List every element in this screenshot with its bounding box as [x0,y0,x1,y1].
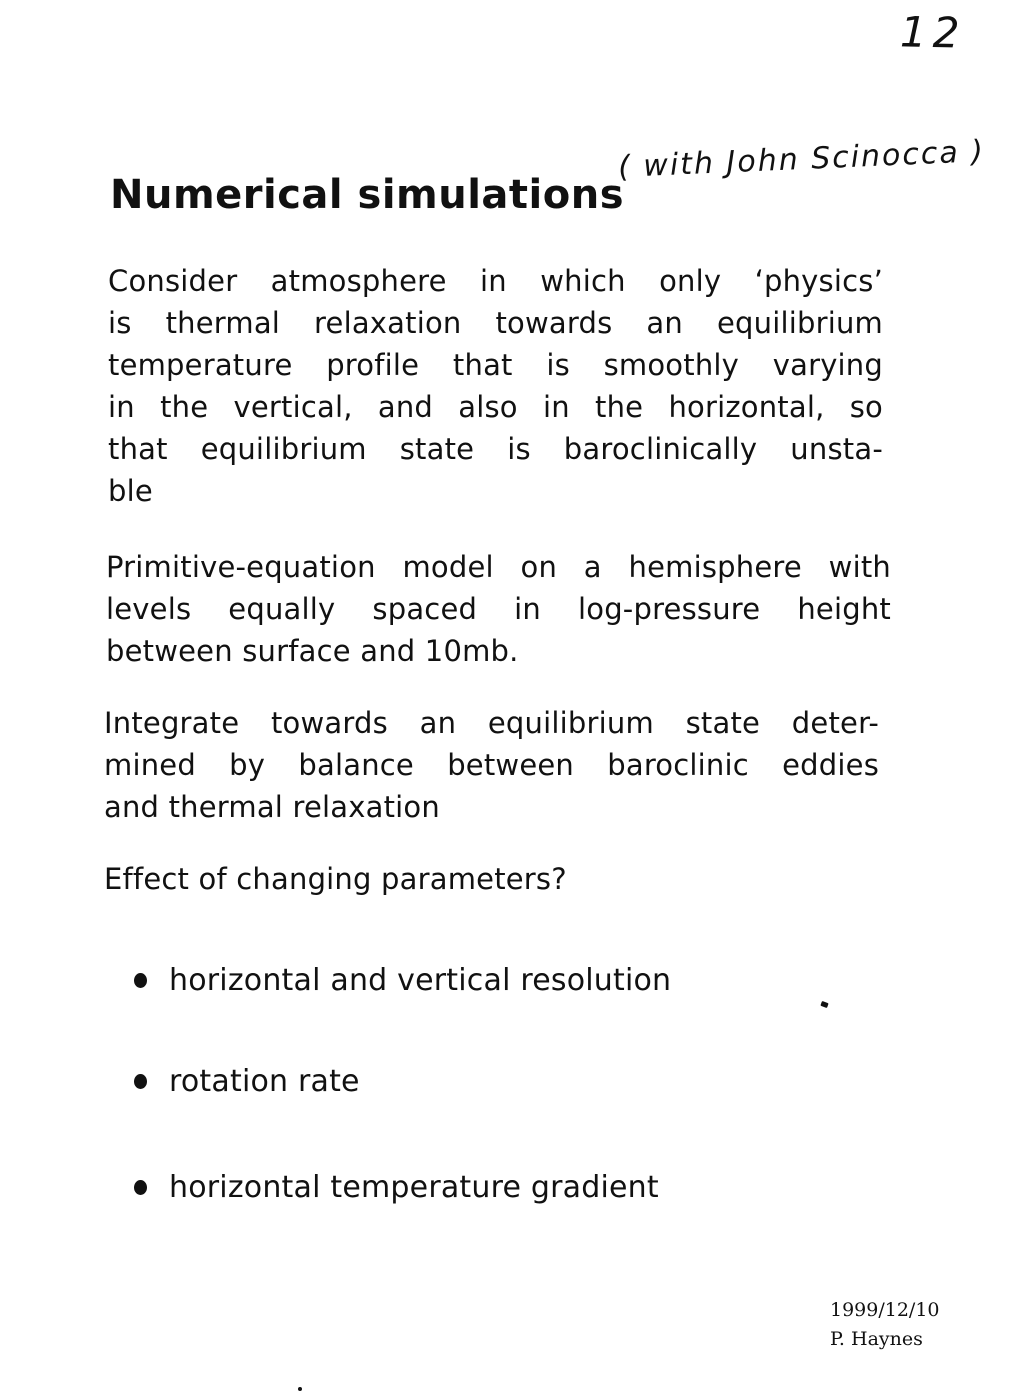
footer [830,1296,940,1354]
scan-artifact-dot [298,1387,302,1391]
paragraph-integrate [104,702,879,828]
paragraph-line: Primitive-equation model on a hemisphere with [106,550,891,584]
bullet-icon [134,1074,147,1089]
paragraph-consider-atmosphere [108,260,883,512]
paragraph-line: Integrate towards an equilibrium state deter- [104,706,879,740]
bullet-icon [134,973,147,988]
bullet-icon [134,1180,147,1195]
bullet-item [134,1170,659,1205]
paragraph-line: in the vertical, and also in the horizontal, so [108,390,883,424]
bullet-label: horizontal and vertical resolution [169,963,672,998]
footer-date: 1999/12/10 [830,1299,940,1321]
paragraph-line: ble [108,474,153,508]
paragraph-line: between surface and 10mb. [106,634,519,668]
paragraph-line: is thermal relaxation towards an equilibrium [108,306,883,340]
paragraph-line: mined by balance between baroclinic eddies [104,748,879,782]
bullet-item [134,963,671,998]
paragraph-line: Consider atmosphere in which only ‘physics’ [108,264,883,298]
bullet-item [134,1064,360,1099]
question-line: Effect of changing parameters? [104,862,567,896]
paragraph-line: levels equally spaced in log-pressure height [106,592,891,626]
handwritten-annotation: ( with John Scinocca ) [617,134,986,185]
bullet-label: rotation rate [169,1064,360,1099]
footer-author: P. Haynes [830,1328,923,1350]
bullet-label: horizontal temperature gradient [169,1170,659,1205]
paragraph-line: that equilibrium state is baroclinically unsta- [108,432,883,466]
handwritten-page-number: 12 [899,7,966,58]
scan-artifact-speck [820,1001,828,1008]
paragraph-primitive-equation [106,546,891,672]
page-title: Numerical simulations [110,172,625,218]
paragraph-line: and thermal relaxation [104,790,440,824]
paragraph-line: temperature profile that is smoothly varying [108,348,883,382]
